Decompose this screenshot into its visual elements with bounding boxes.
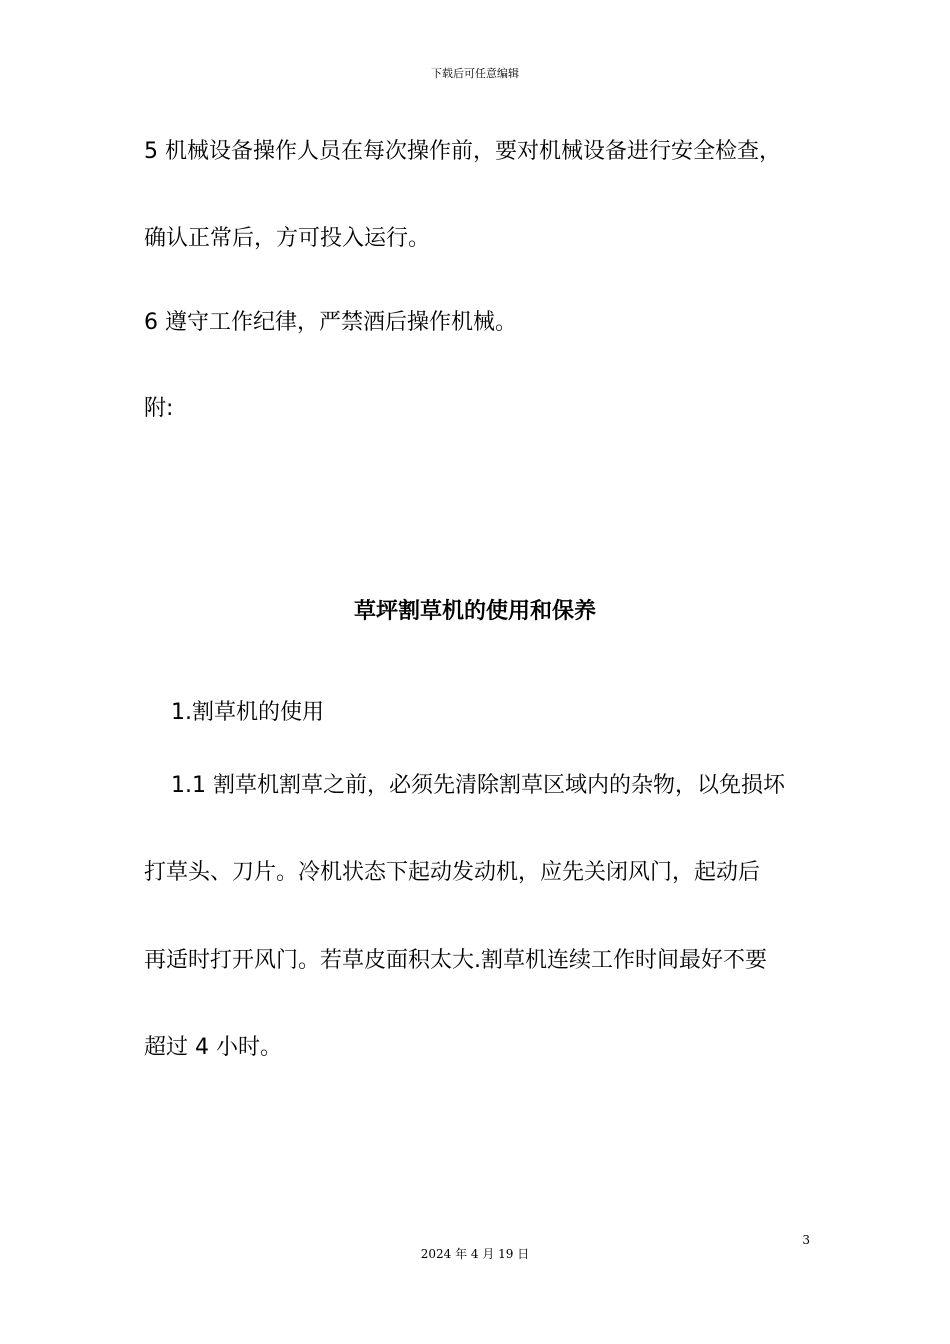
paragraph-line-1: 1.1 割草机割草之前，必须先清除割草区域内的杂物，以免损坏 [171, 773, 785, 798]
section-subheading: 1.割草机的使用 [171, 700, 324, 725]
body-line-4: 附: [144, 396, 174, 421]
page-header-note: 下载后可任意编辑 [431, 67, 519, 80]
body-line-1: 5 机械设备操作人员在每次操作前，要对机械设备进行安全检查， [144, 139, 781, 164]
paragraph-line-2: 打草头、刀片。冷机状态下起动发动机，应先关闭风门，起动后 [144, 860, 761, 885]
footer-date: 2024 年 4 月 19 日 [420, 1247, 530, 1261]
body-line-2: 确认正常后，方可投入运行。 [144, 226, 431, 251]
page-number: 3 [802, 1233, 810, 1247]
body-line-3: 6 遵守工作纪律，严禁酒后操作机械。 [144, 310, 517, 335]
section-title: 草坪割草机的使用和保养 [353, 599, 596, 624]
paragraph-line-3: 再适时打开风门。若草皮面积太大.割草机连续工作时间最好不要 [144, 948, 767, 973]
paragraph-line-4: 超过 4 小时。 [144, 1035, 282, 1060]
